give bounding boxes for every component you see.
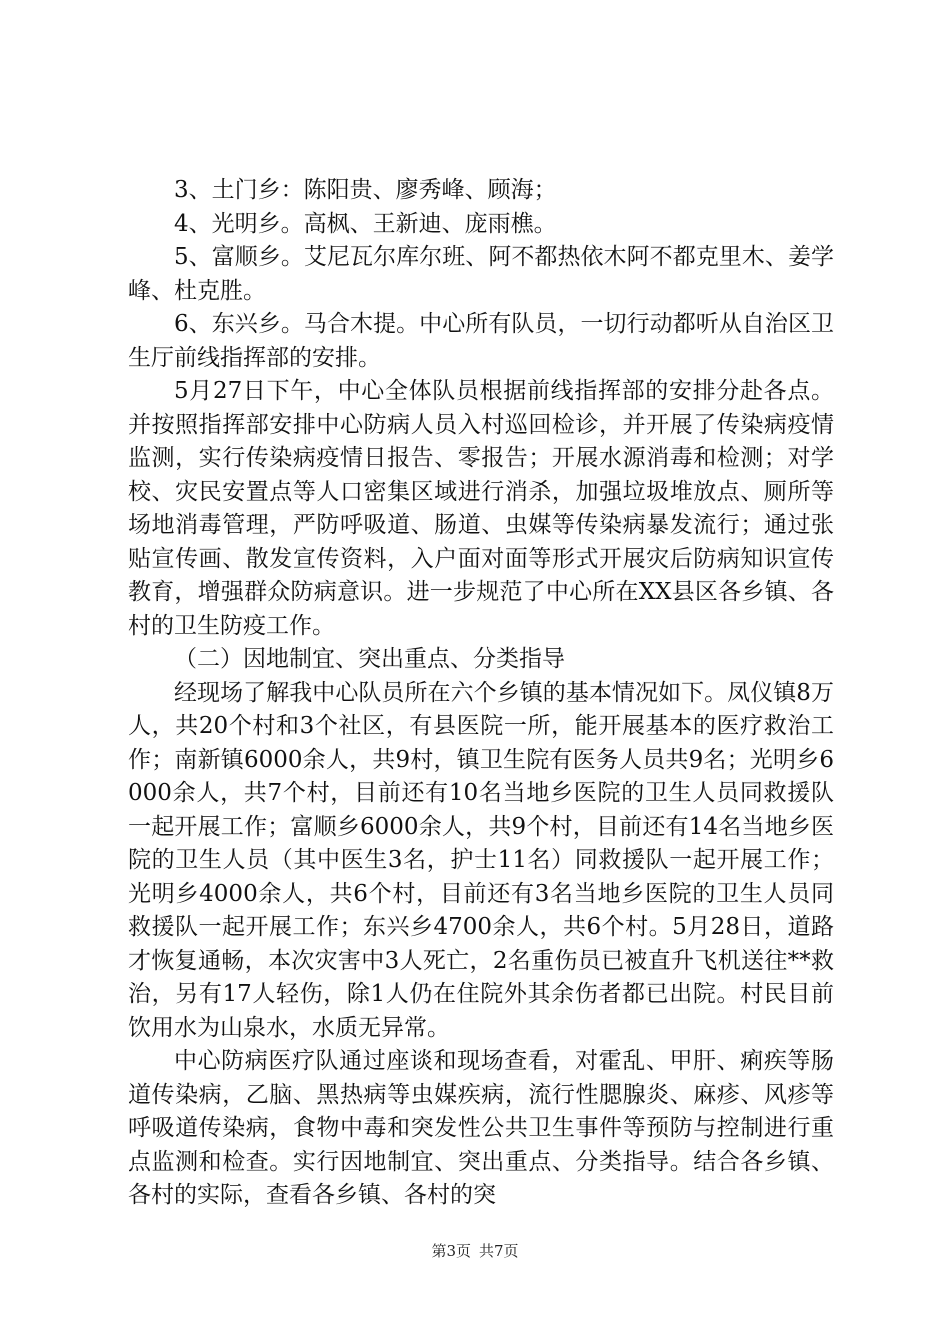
paragraph-tumen-township: 3、土门乡：陈阳贵、廖秀峰、顾海； (174, 177, 557, 203)
paragraph-dongxing-township: 6、东兴乡。马合木提。中心所有队员，一切行动都听从自治区卫生厅前线指挥部的安排。 (128, 311, 834, 371)
document-body (128, 174, 834, 1213)
paragraph-township-overview: 经现场了解我中心队员所在六个乡镇的基本情况如下。凤仪镇8万人，共20个村和3个社区，有县医院一所，能开展基本的医疗救治工作；南新镇6000余人，共9村，镇卫生院有医务人员共9名；光明乡6000余人，共7个村，目前还有10名当地乡医院的卫生人员同救援队一起开展工作；富顺乡6000余人，共9个村，目前还有14名当地乡医院的卫生人员（其中医生3名，护士11名）同救援队一起开展工作；光明乡4000余人，共6个村，目前还有3名当地乡医院的卫生人员同救援队一起开展工作；东兴乡4700余人，共6个村。5月28日，道路才恢复通畅，本次灾害中3人死亡，2名重伤员已被直升飞机送往**救治，另有17人轻伤，除1人仍在住院外其余伤者都已出院。村民目前饮用水为山泉水，水质无异常。 (128, 679, 834, 1041)
paragraph-guangming-township: 4、光明乡。高枫、王新迪、庞雨樵。 (174, 210, 557, 237)
page-footer (0, 1240, 950, 1261)
paragraph-disease-monitoring: 中心防病医疗队通过座谈和现场查看，对霍乱、甲肝、痢疾等肠道传染病，乙脑、黑热病等虫媒疾病，流行性腮腺炎、麻疹、风疹等呼吸道传染病，食物中毒和突发性公共卫生事件等预防与控制进行重点监测和检查。实行因地制宜、突出重点、分类指导。结合各乡镇、各村的实际，查看各乡镇、各村的突 (128, 1048, 834, 1208)
page-total: 共7页 (479, 1242, 519, 1260)
page-number: 第3页 (431, 1242, 471, 1260)
paragraph-fushun-township: 5、富顺乡。艾尼瓦尔库尔班、阿不都热依木阿不都克里木、姜学峰、杜克胜。 (128, 244, 834, 304)
paragraph-may27-deployment: 5月27日下午，中心全体队员根据前线指挥部的安排分赴各点。并按照指挥部安排中心防病人员入村巡回检诊，并开展了传染病疫情监测，实行传染病疫情日报告、零报告；开展水源消毒和检测；对学校、灾民安置点等人口密集区域进行消杀，加强垃圾堆放点、厕所等场地消毒管理，严防呼吸道、肠道、虫媒等传染病暴发流行；通过张贴宣传画、散发宣传资料，入户面对面等形式开展灾后防病知识宣传教育，增强群众防病意识。进一步规范了中心所在XX县区各乡镇、各村的卫生防疫工作。 (128, 378, 834, 639)
section-heading-2: （二）因地制宜、突出重点、分类指导 (174, 646, 565, 672)
